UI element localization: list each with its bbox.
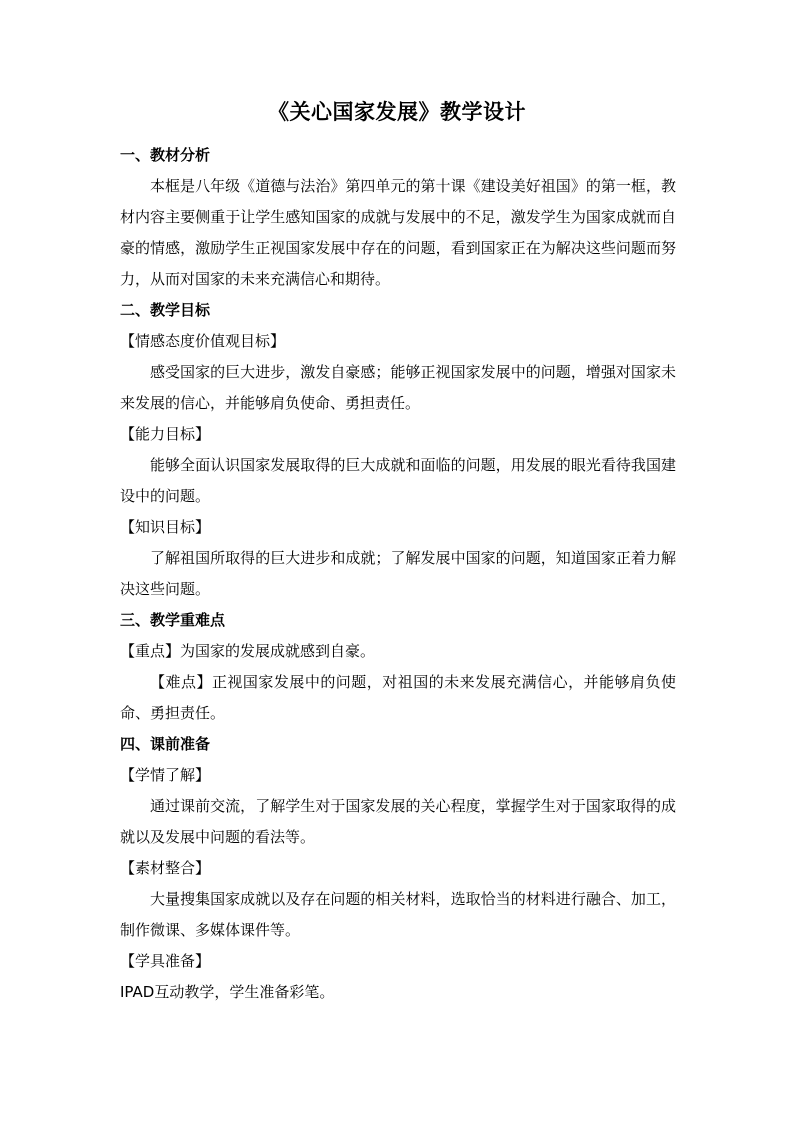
- difficult-point-label: 【难点】: [150, 673, 212, 691]
- section-heading-preparation: 四、课前准备: [120, 735, 211, 753]
- student-situation-label: 【学情了解】: [120, 766, 211, 784]
- document-body: [120, 140, 676, 1008]
- difficult-point-text: 正视国家发展中的问题，对祖国的未来发展充满信心，并能够肩负使命、勇担责任。: [120, 673, 676, 722]
- textbook-analysis-paragraph: 本框是八年级《道德与法治》第四单元的第十课《建设美好祖国》的第一框，教材内容主要侧重于让学生感知国家的成就与发展中的不足，激发学生为国家成就而自豪的情感，激励学生正视国家发展中存在的问题，看到国家正在为解决这些问题而努力，从而对国家的未来充满信心和期待。: [120, 177, 676, 288]
- section-heading-key-difficult: 三、教学重难点: [120, 611, 226, 629]
- section-heading-textbook-analysis: 一、教材分析: [120, 146, 211, 164]
- key-point-line: [120, 636, 676, 667]
- ability-goal-label: 【能力目标】: [120, 425, 211, 443]
- student-situation-text: 通过课前交流，了解学生对于国家发展的关心程度，掌握学生对于国家取得的成就以及发展中问题的看法等。: [120, 797, 676, 846]
- emotion-goal-text: 感受国家的巨大进步，激发自豪感；能够正视国家发展中的问题，增强对国家未来发展的信心，并能够肩负使命、勇担责任。: [120, 363, 676, 412]
- difficult-point-line: [120, 667, 676, 729]
- material-integration-label: 【素材整合】: [120, 859, 211, 877]
- document-title: 《关心国家发展》教学设计: [268, 100, 526, 124]
- learning-tools-text: IPAD互动教学，学生准备彩笔。: [120, 983, 335, 1001]
- material-integration-text: 大量搜集国家成就以及存在问题的相关材料，选取恰当的材料进行融合、加工，制作微课、多媒体课件等。: [120, 890, 676, 939]
- emotion-goal-label: 【情感态度价值观目标】: [120, 332, 286, 350]
- knowledge-goal-label: 【知识目标】: [120, 518, 211, 536]
- key-point-label: 【重点】: [120, 642, 181, 660]
- learning-tools-label: 【学具准备】: [120, 952, 211, 970]
- knowledge-goal-text: 了解祖国所取得的巨大进步和成就；了解发展中国家的问题，知道国家正着力解决这些问题。: [120, 549, 676, 598]
- key-point-text: 为国家的发展成就感到自豪。: [180, 642, 376, 660]
- section-heading-teaching-goals: 二、教学目标: [120, 301, 211, 319]
- ability-goal-text: 能够全面认识国家发展取得的巨大成就和面临的问题，用发展的眼光看待我国建设中的问题。: [120, 456, 676, 505]
